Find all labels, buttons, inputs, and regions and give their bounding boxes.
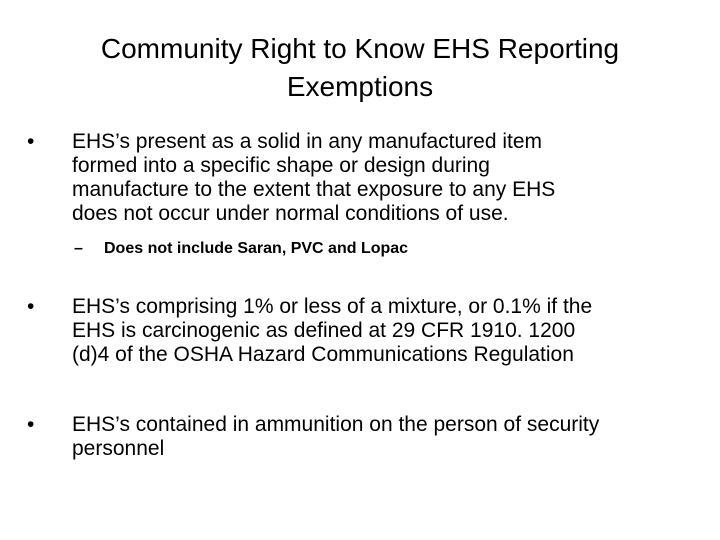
bullet-2-line-3: (d)4 of the OSHA Hazard Communications Regulation xyxy=(72,343,574,366)
bullet-text-3 xyxy=(72,413,692,461)
sub-bullet-text: Does not include Saran, PVC and Lopac xyxy=(104,240,409,257)
bullet-2-line-2: EHS is carcinogenic as defined at 29 CFR 1910. 1200 xyxy=(72,319,576,342)
title-line-1: Community Right to Know EHS Reporting xyxy=(100,33,620,64)
bullet-1-line-3: manufacture to the extent that exposure to any EHS xyxy=(72,178,556,201)
bullet-2-line-1: EHS’s comprising 1% or less of a mixture, or 0.1% if the xyxy=(72,295,593,318)
bullet-3-line-1: EHS’s contained in ammunition on the person of security xyxy=(72,413,600,436)
dash-icon: – xyxy=(74,240,83,257)
title-line-2: Exemptions xyxy=(286,71,434,102)
slide-title xyxy=(40,30,680,106)
bullet-icon: • xyxy=(27,295,35,318)
bullet-icon: • xyxy=(27,130,35,153)
bullet-text-2 xyxy=(72,295,692,367)
bullet-1-line-4: does not occur under normal conditions of use. xyxy=(72,202,509,225)
bullet-1-line-1: EHS’s present as a solid in any manufactured item xyxy=(72,130,543,153)
bullet-3-line-2: personnel xyxy=(72,437,165,460)
bullet-icon: • xyxy=(27,413,35,436)
bullet-1-line-2: formed into a specific shape or design during xyxy=(72,154,490,177)
bullet-text-1 xyxy=(72,130,692,226)
